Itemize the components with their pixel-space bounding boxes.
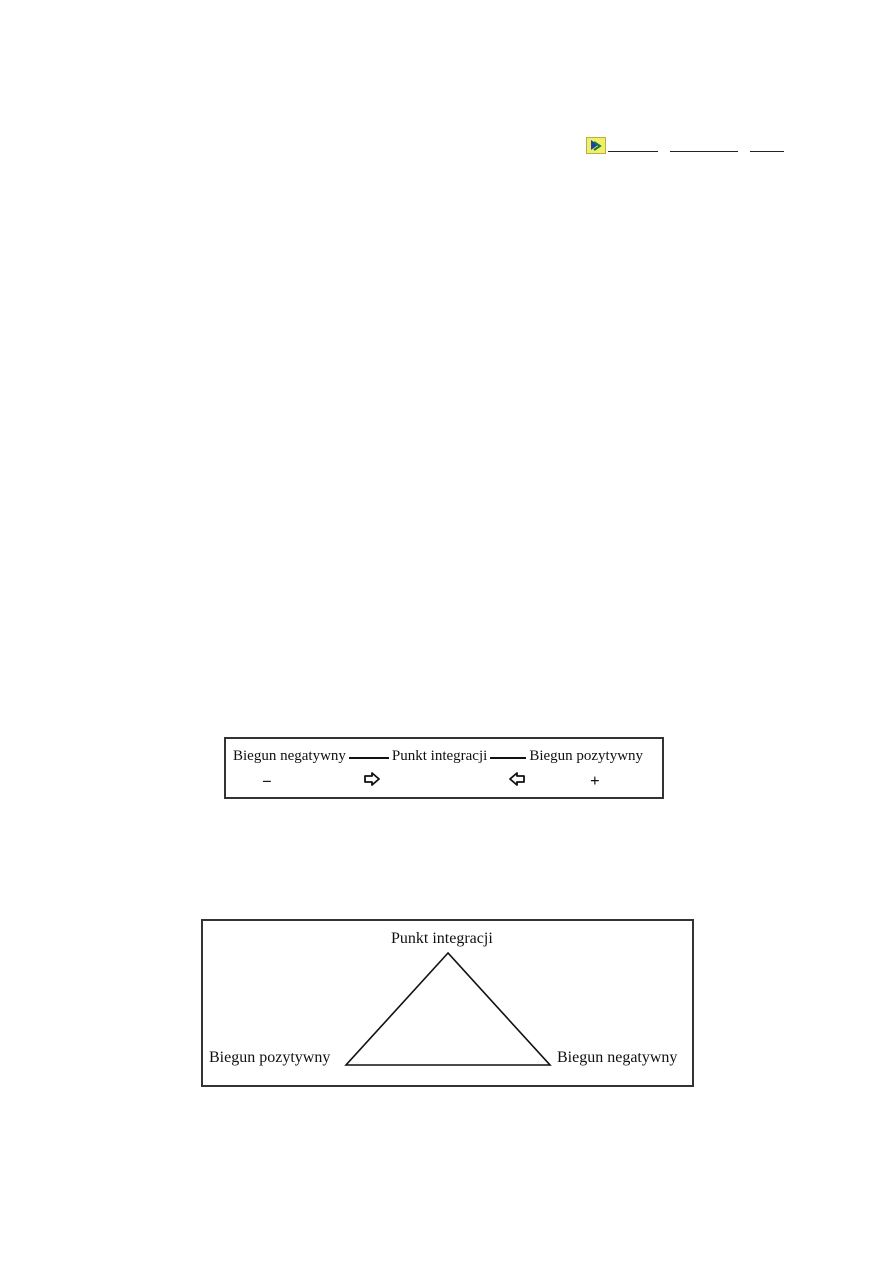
continuum-labels	[233, 748, 643, 765]
header-link-2[interactable]	[670, 150, 738, 152]
integration-triangle-diagram	[201, 919, 694, 1087]
integration-point-label: Punkt integracji	[391, 748, 488, 764]
connector-line	[490, 757, 526, 759]
triangle-left-label: Biegun pozytywny	[209, 1049, 331, 1066]
right-arrow-icon	[364, 772, 380, 791]
minus-symbol: −	[262, 772, 272, 791]
negative-pole-label: Biegun negatywny	[233, 748, 346, 764]
header-link-3[interactable]	[750, 150, 784, 152]
positive-pole-label: Biegun pozytywny	[529, 748, 644, 764]
header-link-1[interactable]	[608, 150, 658, 152]
triangle-right-label: Biegun negatywny	[557, 1049, 678, 1066]
bookmark-arrow-icon[interactable]	[586, 137, 606, 154]
left-arrow-icon	[509, 772, 525, 791]
header-links	[586, 132, 784, 154]
connector-line	[349, 757, 389, 759]
plus-symbol: +	[590, 771, 600, 790]
triangle-top-label: Punkt integracji	[391, 930, 493, 947]
pole-continuum-diagram	[224, 737, 664, 799]
